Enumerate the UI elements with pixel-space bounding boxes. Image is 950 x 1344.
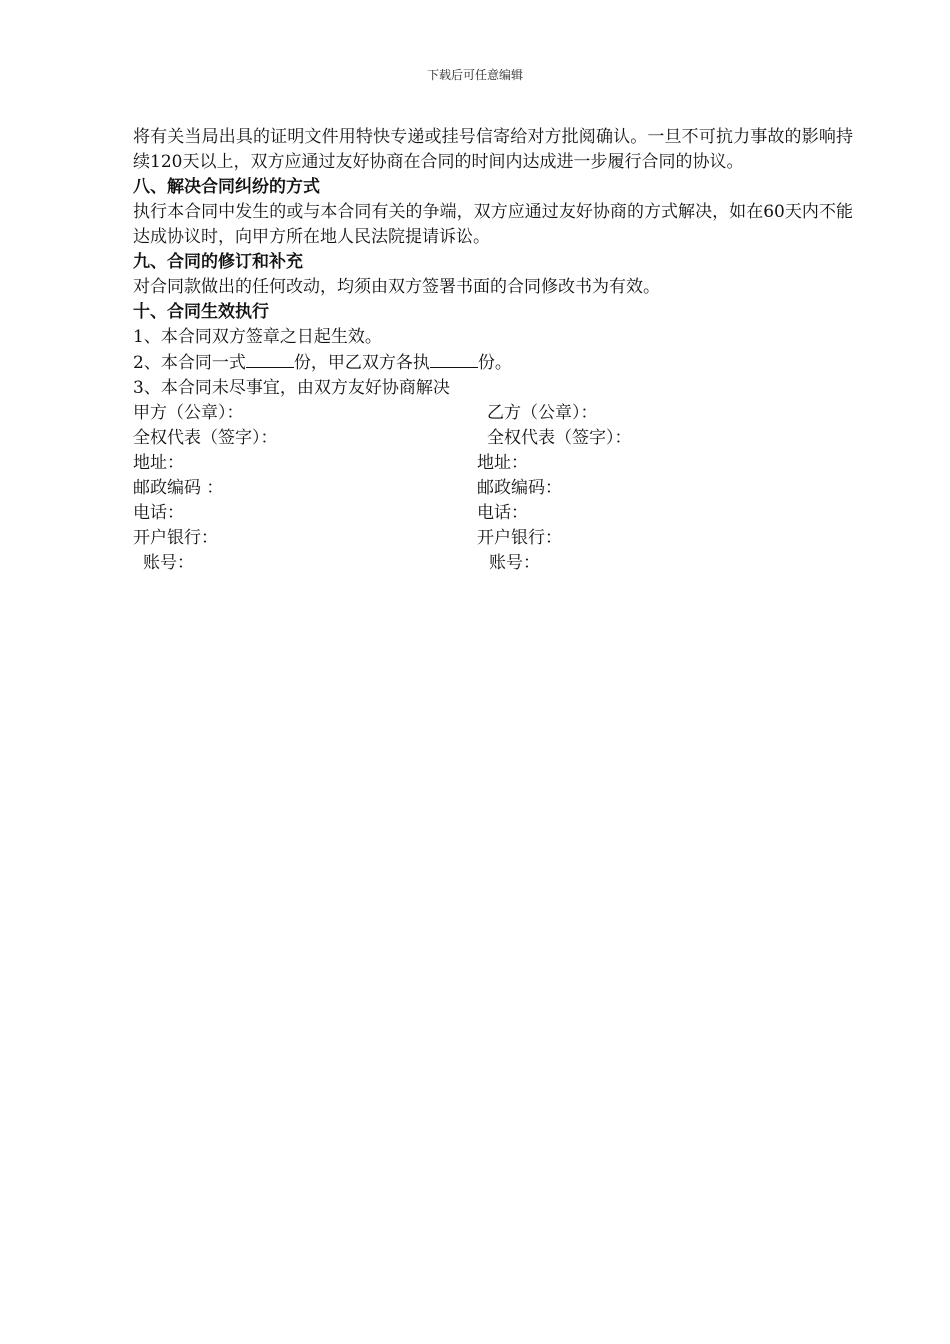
item-2-part-b: 份，甲乙双方各执 [293,353,430,373]
item-2 [133,350,853,376]
copies-each-blank [430,350,478,368]
party-a-account-label: 账号： [143,553,194,573]
section-8-heading: 八、解决合同纠纷的方式 [133,177,320,197]
item-2-part-a: 2、本合同一式 [133,353,246,373]
signature-row-seal [133,401,853,426]
party-b-address-label: 地址： [477,453,528,473]
document-body [133,125,853,576]
party-b-postcode-label: 邮政编码： [477,478,562,498]
copies-total-blank [246,350,294,368]
party-a-seal-label: 甲方（公章）： [133,403,244,423]
signature-row-address [133,451,853,476]
section-10-heading: 十、合同生效执行 [133,302,269,322]
party-b-phone-label: 电话： [477,503,528,523]
party-b-seal-label: 乙方（公章）： [487,403,598,423]
signature-row-bank [133,526,853,551]
party-a-phone-label: 电话： [133,503,184,523]
party-a-rep-label: 全权代表（签字）： [133,428,278,448]
item-3: 3、本合同未尽事宜，由双方友好协商解决 [133,378,450,398]
intro-paragraph: 将有关当局出具的证明文件用特快专递或挂号信寄给对方批阅确认。一旦不可抗力事故的影响持续120天以上，双方应通过友好协商在合同的时间内达成进一步履行合同的协议。 [133,127,853,172]
signature-row-rep [133,426,853,451]
party-b-account-label: 账号： [489,553,540,573]
item-2-part-c: 份。 [477,353,512,373]
signature-row-postcode [133,476,853,501]
signature-row-account [133,551,853,576]
item-1: 1、本合同双方签章之日起生效。 [133,327,382,347]
section-8-paragraph: 执行本合同中发生的或与本合同有关的争端，双方应通过友好协商的方式解决，如在60天内不能达成协议时，向甲方所在地人民法院提请诉讼。 [133,202,853,247]
party-b-bank-label: 开户银行： [477,528,562,548]
party-b-rep-label: 全权代表（签字）： [487,428,632,448]
party-a-address-label: 地址： [133,453,184,473]
party-a-postcode-label: 邮政编码 ： [133,478,224,498]
section-9-paragraph: 对合同款做出的任何改动，均须由双方签署书面的合同修改书为有效。 [133,277,660,297]
party-a-bank-label: 开户银行： [133,528,218,548]
section-9-heading: 九、合同的修订和补充 [133,252,303,272]
signature-row-phone [133,501,853,526]
page-header: 下载后可任意编辑 [426,68,523,82]
